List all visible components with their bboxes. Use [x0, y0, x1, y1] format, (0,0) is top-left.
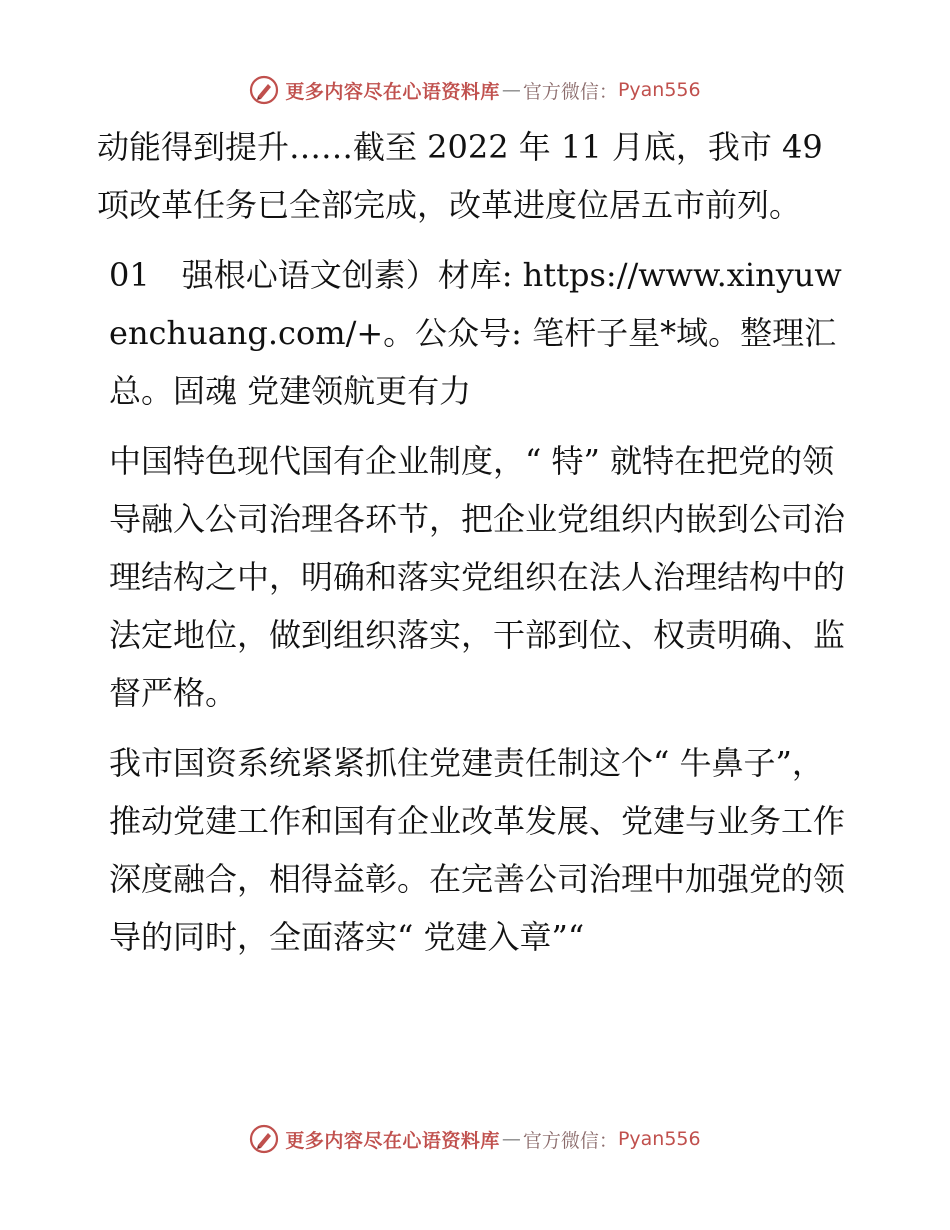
- pen-logo-icon: [249, 1124, 279, 1154]
- watermark-main-text: 更多内容尽在心语资料库: [285, 1129, 500, 1152]
- watermark-dash: —: [501, 1128, 521, 1150]
- paragraph-section-heading: 01 强根心语文创素）材库: https://www.xinyuwenchuang.com/+。公众号: 笔杆子星*域。整理汇总。固魂 党建领航更有力: [109, 256, 842, 410]
- document-body: [97, 118, 853, 978]
- paragraph-modern-enterprise-system: 中国特色现代国有企业制度，“ 特” 就特在把党的领导融入公司治理各环节，把企业党组织内嵌到公司治理结构之中，明确和落实党组织在法人治理结构中的法定地位，做到组织落实，干部到位、权责明确、监督严格。: [109, 442, 846, 712]
- paragraph-party-responsibility: 我市国资系统紧紧抓住党建责任制这个“ 牛鼻子”，推动党建工作和国有企业改革发展、党建与业务工作深度融合，相得益彰。在完善公司治理中加强党的领导的同时，全面落实“ 党建入章”“: [109, 744, 846, 956]
- watermark-main-text: 更多内容尽在心语资料库: [285, 80, 500, 103]
- footer-watermark: [0, 1119, 950, 1159]
- watermark-wechat-id: Pyan556: [617, 1128, 701, 1150]
- watermark-dash: —: [501, 79, 521, 101]
- watermark-sub-text: 官方微信：: [522, 80, 618, 103]
- paragraph-reform-progress: 动能得到提升……截至 2022 年 11 月底，我市 49 项改革任务已全部完成，改革进度位居五市前列。: [97, 128, 823, 224]
- header-watermark: [0, 70, 950, 110]
- watermark-wechat-id: Pyan556: [617, 79, 701, 101]
- pen-logo-icon: [249, 75, 279, 105]
- watermark-sub-text: 官方微信：: [522, 1129, 618, 1152]
